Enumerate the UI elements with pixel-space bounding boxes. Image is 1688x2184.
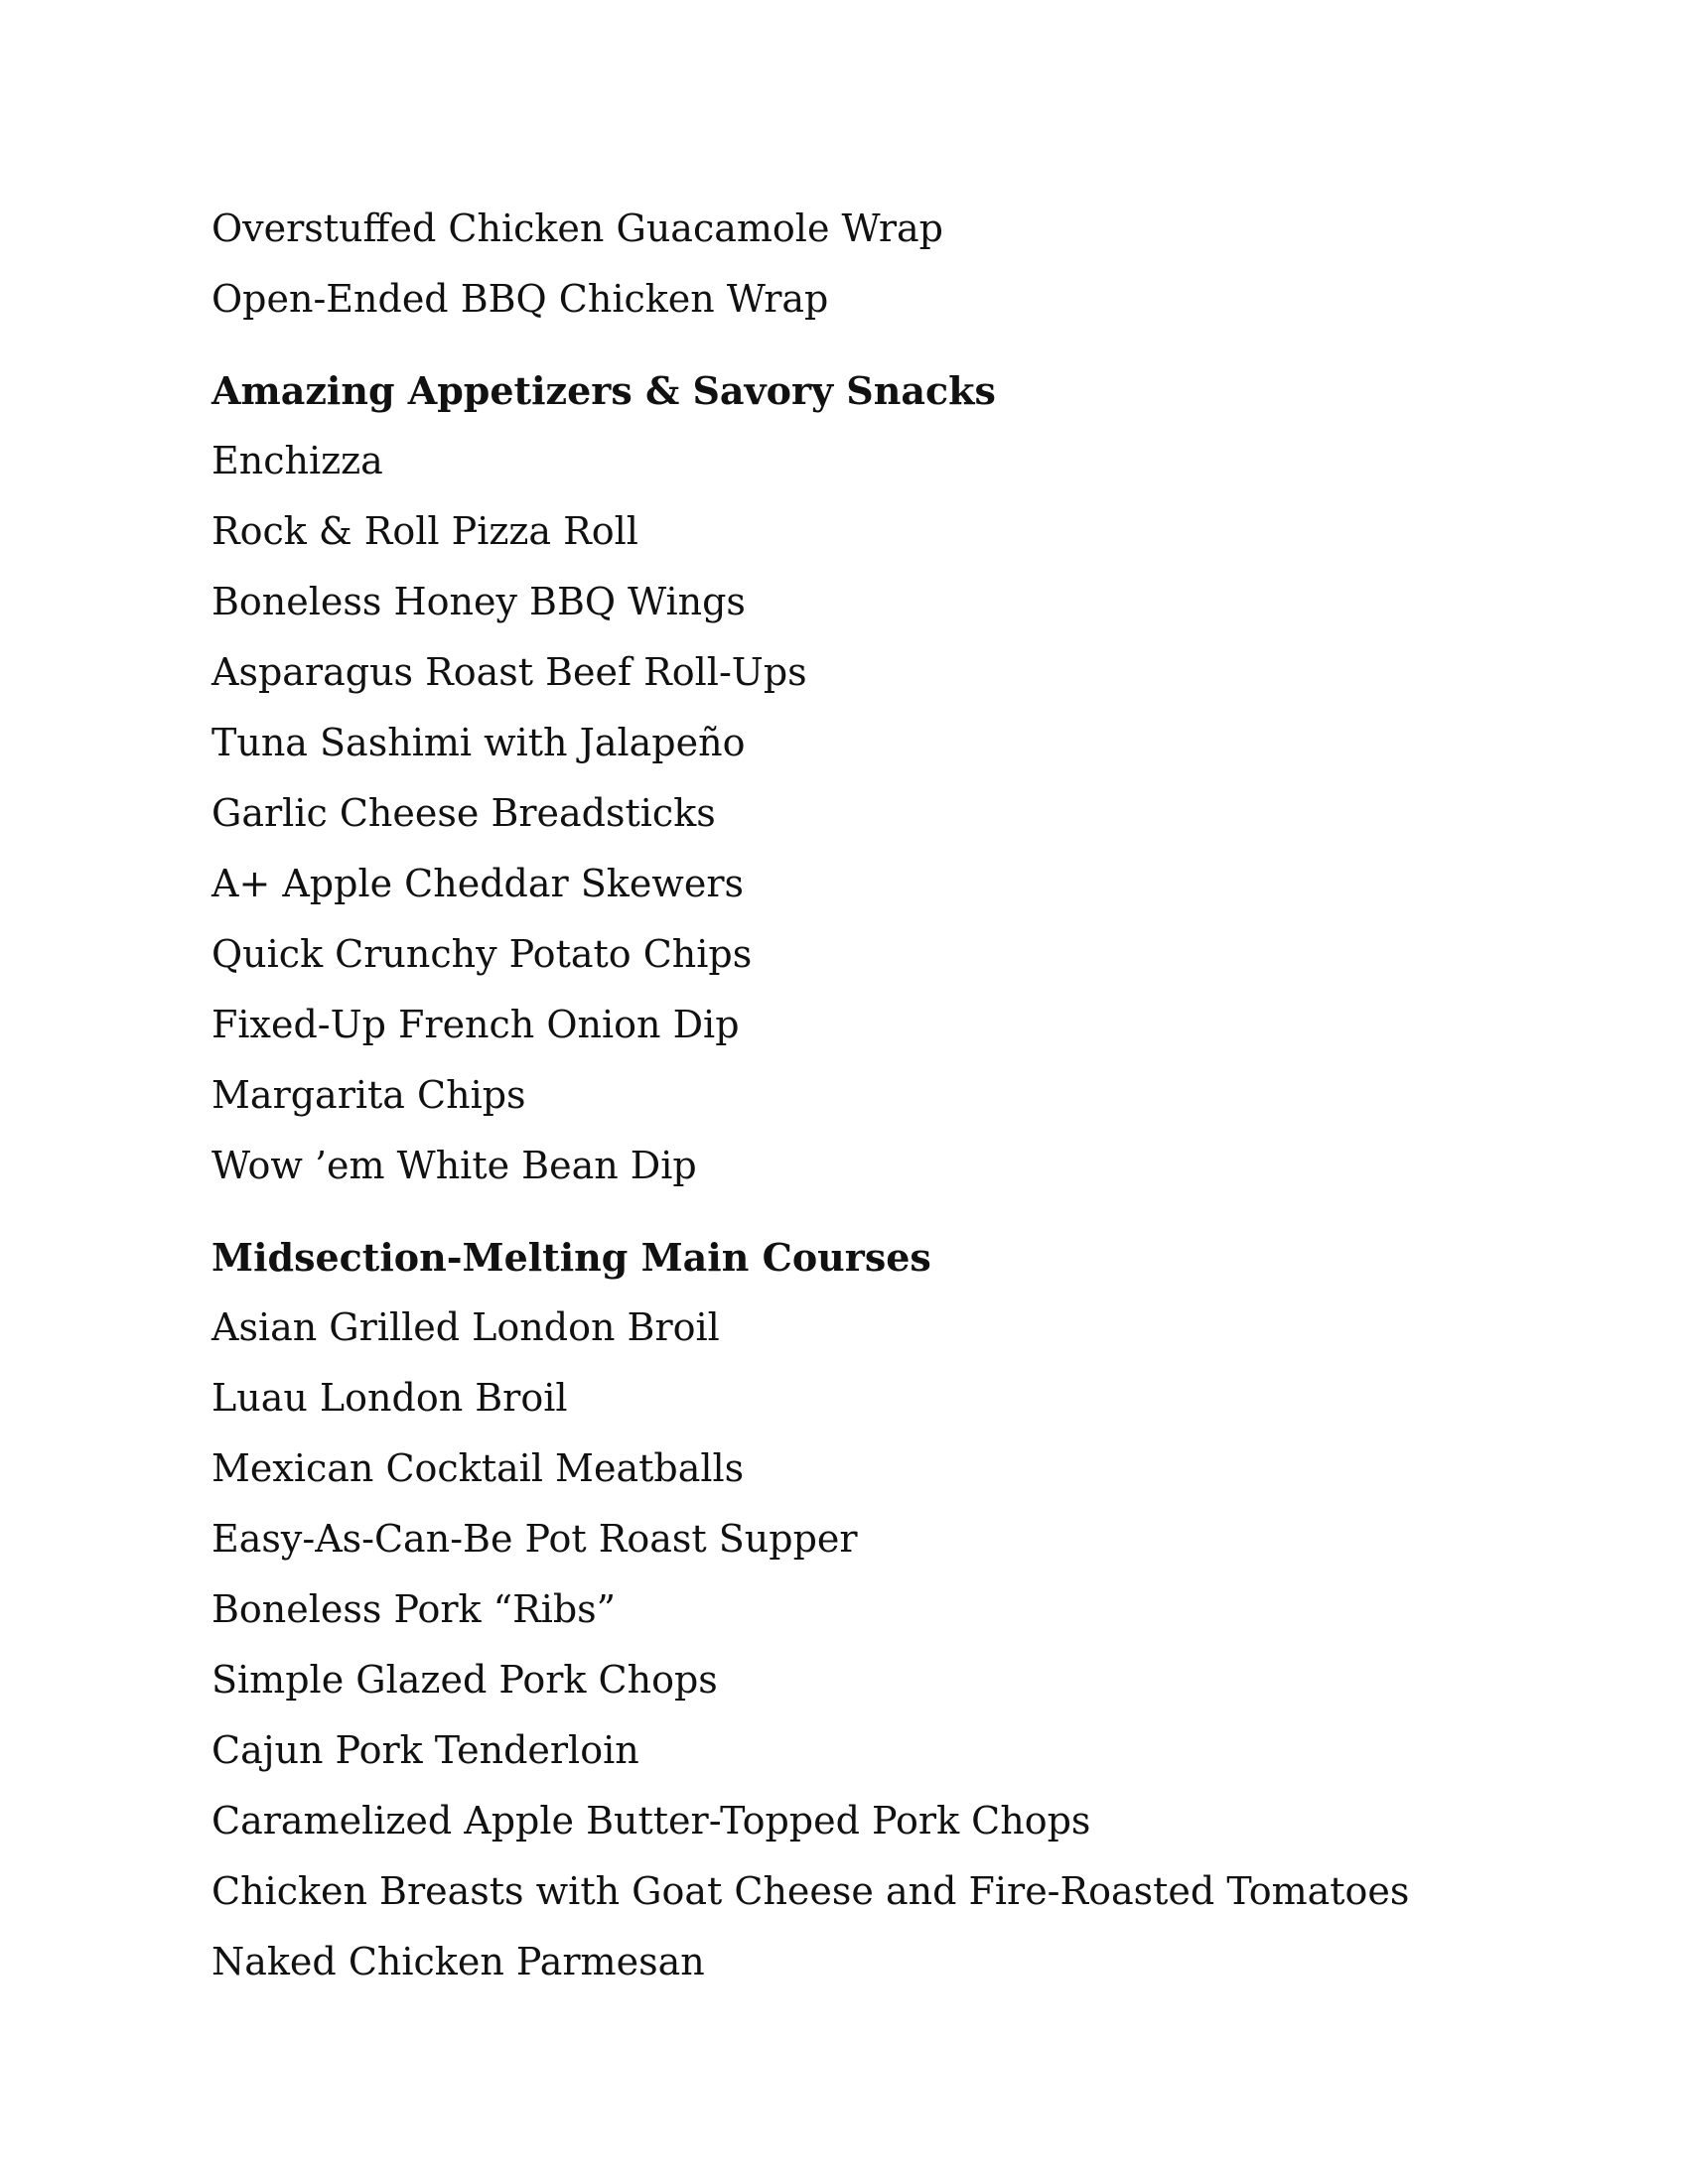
recipe-item: Cajun Pork Tenderloin: [211, 1728, 639, 1772]
recipe-item: Margarita Chips: [211, 1073, 526, 1117]
recipe-item: Garlic Cheese Breadsticks: [211, 791, 716, 835]
section-heading-appetizers: Amazing Appetizers & Savory Snacks: [211, 368, 996, 413]
recipe-item: Asparagus Roast Beef Roll-Ups: [211, 650, 807, 694]
recipe-item: Simple Glazed Pork Chops: [211, 1658, 718, 1702]
recipe-item: A+ Apple Cheddar Skewers: [211, 862, 744, 905]
recipe-item: Quick Crunchy Potato Chips: [211, 932, 753, 976]
recipe-item: Tuna Sashimi with Jalapeño: [211, 721, 746, 764]
recipe-item: Open-Ended BBQ Chicken Wrap: [211, 277, 829, 321]
recipe-item: Overstuffed Chicken Guacamole Wrap: [211, 206, 944, 250]
recipe-item: Boneless Honey BBQ Wings: [211, 580, 746, 623]
recipe-item: Asian Grilled London Broil: [211, 1305, 720, 1349]
recipe-item: Wow ’em White Bean Dip: [211, 1144, 697, 1187]
recipe-item: Easy-As-Can-Be Pot Roast Supper: [211, 1517, 858, 1561]
recipe-item: Chicken Breasts with Goat Cheese and Fire-Roasted Tomatoes: [211, 1869, 1410, 1913]
recipe-item: Mexican Cocktail Meatballs: [211, 1446, 745, 1490]
recipe-item: Rock & Roll Pizza Roll: [211, 509, 638, 553]
recipe-list-page: [211, 194, 1502, 1997]
recipe-item: Naked Chicken Parmesan: [211, 1940, 705, 1983]
recipe-item: Boneless Pork “Ribs”: [211, 1587, 617, 1631]
section-heading-main-courses: Midsection-Melting Main Courses: [211, 1235, 931, 1280]
recipe-item: Caramelized Apple Butter-Topped Pork Chops: [211, 1799, 1091, 1843]
recipe-item: Luau London Broil: [211, 1376, 568, 1420]
recipe-item: Enchizza: [211, 439, 383, 482]
recipe-item: Fixed-Up French Onion Dip: [211, 1003, 740, 1046]
